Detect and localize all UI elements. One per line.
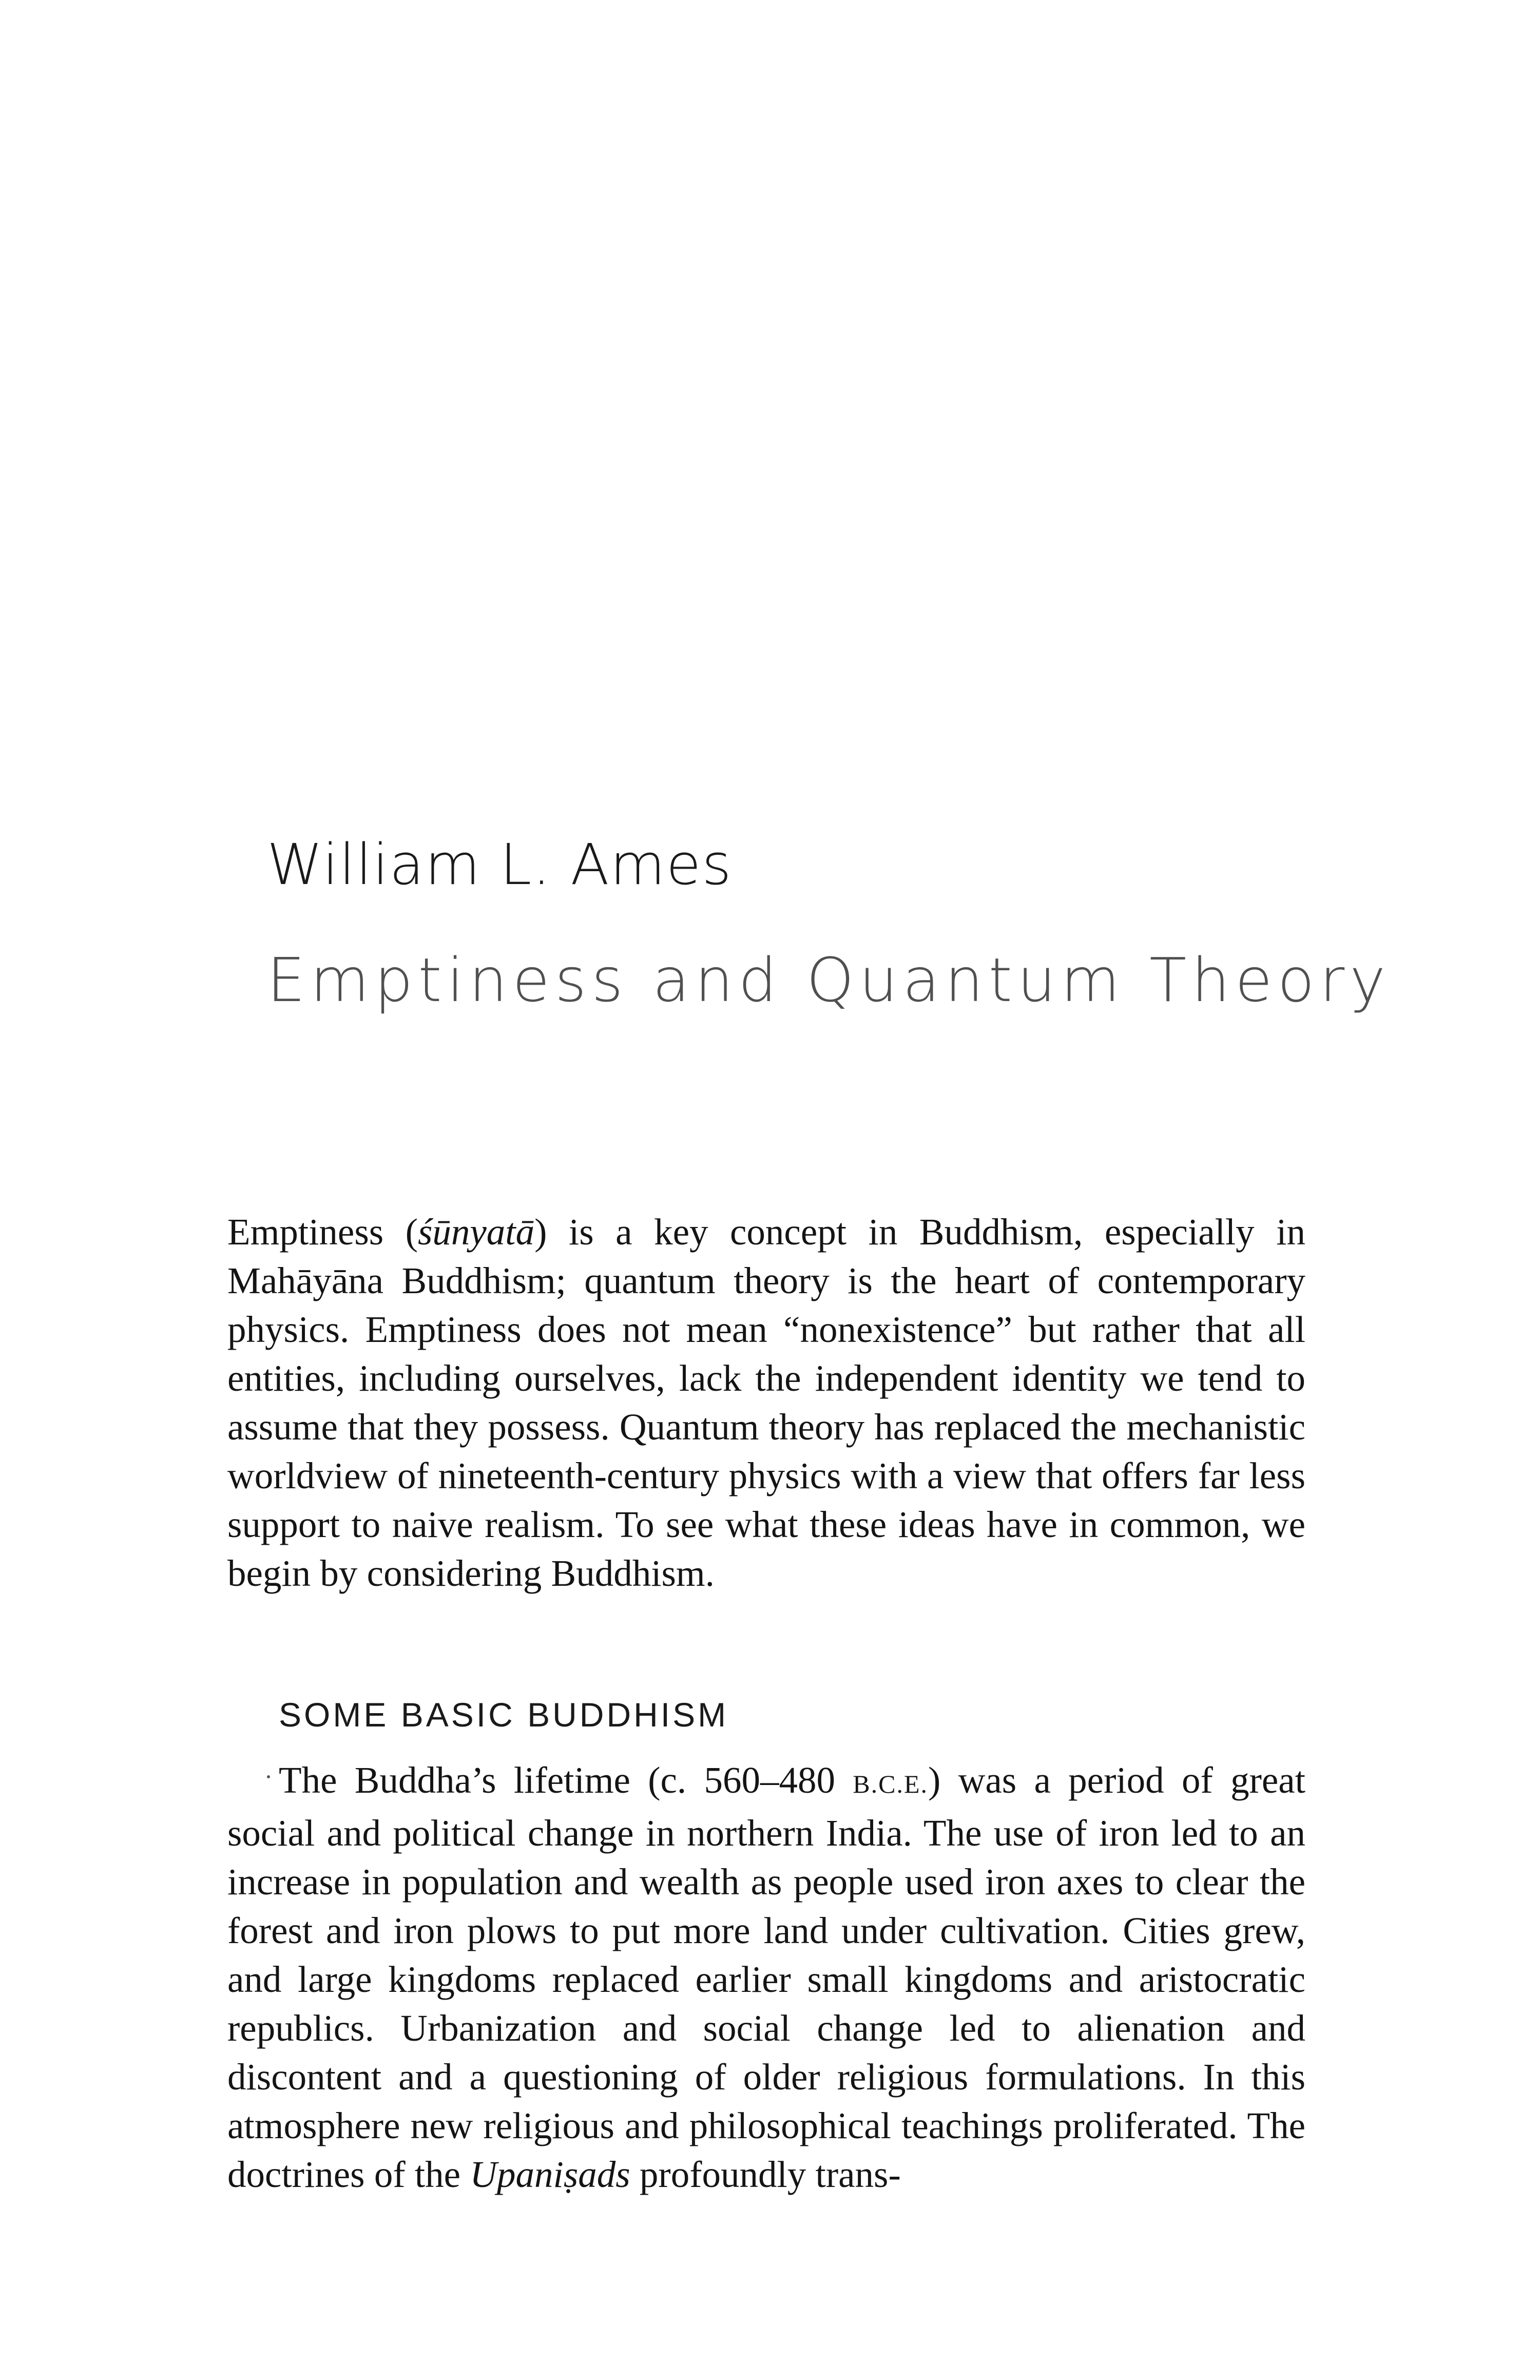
abstract-text-start: Emptiness ( (227, 1211, 418, 1253)
paragraph-text-start: The Buddha’s lifetime (c. 560–480 (279, 1759, 853, 1801)
section-heading: SOME BASIC BUDDHISM (279, 1696, 729, 1734)
abstract-term: śūnyatā (418, 1211, 535, 1253)
chapter-author: William L. Ames (267, 832, 733, 897)
abstract-text-end: ) is a key concept in Buddhism, especially in Mahāyāna Buddhism; quantum theory is the heart of contemporary physics. Emptiness does not mean “nonexistence” but rather that all entities, including ourselves, lack the independent identity we tend to assume that they possess. Quantum theory has replaced the mechanistic worldview of nineteenth-century physics with a view that offers far less support to naive realism. To see what these ideas have in common, we begin by considering Buddhism. (227, 1211, 1305, 1594)
paragraph-text-end: profoundly trans- (630, 2154, 901, 2195)
paragraph-text-middle: ) was a period of great social and political change in northern India. The use of iron led to an increase in population and wealth as people used iron axes to clear the forest and iron plows to put more land under cultivation. Cities grew, and large kingdoms replaced earlier small kingdoms and aristocratic republics. Urbanization and social change led to alienation and discontent and a questioning of older religious formulations. In this atmosphere new religious and philosophical teachings proliferated. The doctrines of the (227, 1759, 1305, 2195)
chapter-abstract (227, 1207, 1305, 1598)
text-title: Upaniṣads (470, 2154, 630, 2195)
chapter-title: Emptiness and Quantum Theory (267, 945, 1391, 1015)
stray-print-mark (267, 1775, 270, 1778)
era-abbreviation: B.C.E. (853, 1770, 929, 1798)
section-paragraph (227, 1756, 1305, 2199)
